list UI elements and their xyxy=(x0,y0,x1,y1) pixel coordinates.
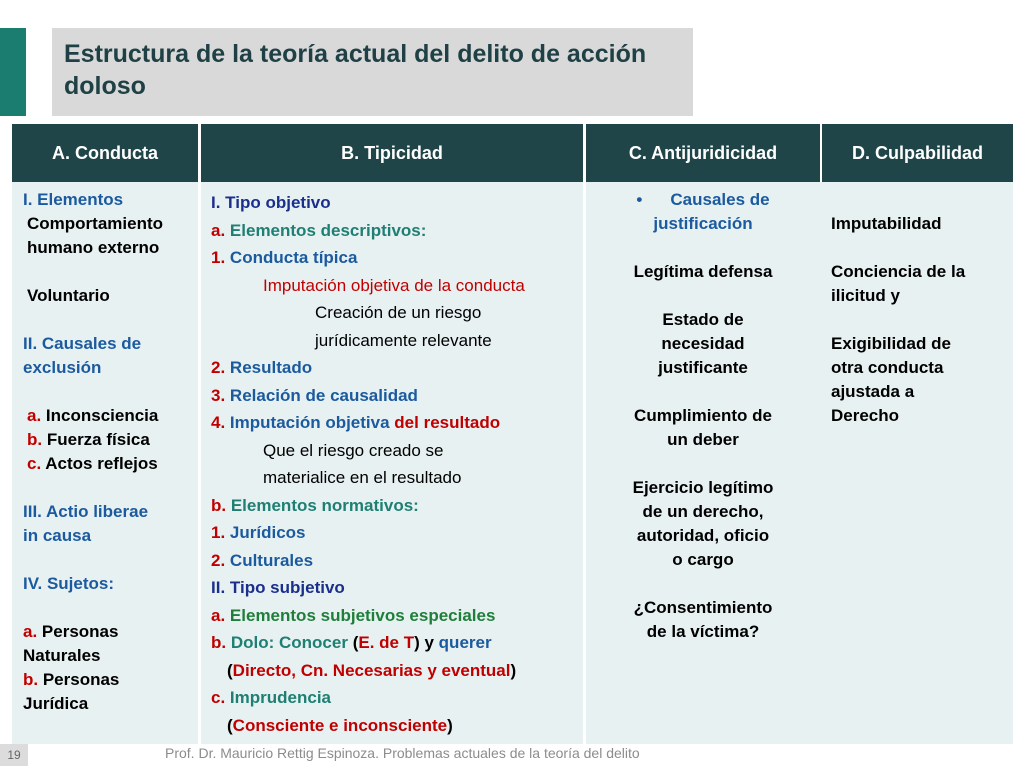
page-number: 19 xyxy=(0,744,28,766)
text-line: Comportamiento xyxy=(27,214,163,233)
text-line: (Consciente e inconsciente) xyxy=(227,715,453,735)
text-line: Causales de xyxy=(670,190,770,209)
text-line: Legítima defensa xyxy=(633,262,773,281)
text-line: justificación xyxy=(653,214,753,233)
text-line: exclusión xyxy=(23,358,102,377)
text-line: IV. Sujetos: xyxy=(23,574,115,593)
header-tipicidad: B. Tipicidad xyxy=(201,124,583,182)
text-line: Jurídica xyxy=(23,694,89,713)
column-culpabilidad xyxy=(820,124,1013,744)
text-line: Imputación objetiva de la conducta xyxy=(263,275,525,295)
text-line: b. Personas xyxy=(23,670,120,689)
text-line: un deber xyxy=(667,430,739,449)
body-culpabilidad xyxy=(820,182,1013,744)
text-line: II. Causales de xyxy=(23,334,142,353)
body-conducta xyxy=(12,182,198,744)
text-line: de un derecho, xyxy=(642,502,764,521)
text-line: I. Tipo objetivo xyxy=(211,193,331,212)
text-line: Ejercicio legítimo xyxy=(632,478,774,497)
header-antijuridicidad: C. Antijuridicidad xyxy=(586,124,820,182)
text-line: I. Elementos xyxy=(23,190,124,209)
text-line: ¿Consentimiento xyxy=(633,598,773,617)
footer-text: Prof. Dr. Mauricio Rettig Espinoza. Problemas actuales de la teoría del delito xyxy=(165,745,640,761)
text-line: Imputabilidad xyxy=(831,214,942,233)
text-line: Conciencia de la xyxy=(831,262,966,281)
text-line: 4. Imputación objetiva del resultado xyxy=(211,413,501,432)
slide-title: Estructura de la teoría actual del delito de acción doloso xyxy=(64,40,647,100)
text-line: Cumplimiento de xyxy=(634,406,772,425)
bullet-item xyxy=(592,188,814,212)
text-line: materialice en el resultado xyxy=(263,468,462,487)
header-culpabilidad: D. Culpabilidad xyxy=(820,124,1013,182)
text-line: Estado de xyxy=(662,310,744,329)
text-line: b. Dolo: Conocer (E. de T) y querer xyxy=(211,633,492,652)
text-line: Que el riesgo creado se xyxy=(263,440,444,460)
bullet-icon: • xyxy=(636,190,643,209)
text-line: b. Elementos normativos: xyxy=(211,495,419,515)
text-line: a. Inconsciencia xyxy=(27,406,159,425)
text-line: Derecho xyxy=(831,406,900,425)
header-conducta: A. Conducta xyxy=(12,124,198,182)
text-line: justificante xyxy=(658,358,748,377)
text-line: Naturales xyxy=(23,646,101,665)
text-line: o cargo xyxy=(672,550,734,569)
text-line: c. Actos reflejos xyxy=(27,454,158,473)
text-line: b. Fuerza física xyxy=(27,430,150,449)
text-line: ilicitud y xyxy=(831,286,900,305)
text-line: II. Tipo subjetivo xyxy=(211,578,345,597)
text-line: III. Actio liberae xyxy=(23,502,149,521)
text-line: 1. Jurídicos xyxy=(211,523,306,542)
text-line: de la víctima? xyxy=(646,622,760,641)
text-line: a. Personas xyxy=(23,622,119,641)
text-line: a. Elementos descriptivos: xyxy=(211,220,427,240)
text-line: in causa xyxy=(23,526,92,545)
text-line: 2. Resultado xyxy=(211,358,313,377)
text-line: (Directo, Cn. Necesarias y eventual) xyxy=(227,660,517,680)
text-line: autoridad, oficio xyxy=(636,526,770,545)
text-line: 1. Conducta típica xyxy=(211,248,358,267)
theory-table xyxy=(12,124,1013,744)
text-line: ajustada a xyxy=(831,382,915,401)
text-line: a. Elementos subjetivos especiales xyxy=(211,605,496,625)
text-line: Creación de un riesgo xyxy=(315,303,482,322)
column-antijuridicidad xyxy=(586,124,820,744)
text-line: 2. Culturales xyxy=(211,550,314,570)
text-line: 3. Relación de causalidad xyxy=(211,385,418,405)
text-line: c. Imprudencia xyxy=(211,688,332,707)
text-line: jurídicamente relevante xyxy=(315,330,492,350)
column-conducta xyxy=(12,124,198,744)
body-antijuridicidad xyxy=(586,182,820,744)
column-tipicidad xyxy=(201,124,583,744)
text-line: Exigibilidad de xyxy=(831,334,951,353)
accent-bar xyxy=(0,28,26,116)
text-line: necesidad xyxy=(661,334,745,353)
text-line: otra conducta xyxy=(831,358,944,377)
text-line: Voluntario xyxy=(27,286,110,305)
title-box xyxy=(52,28,693,116)
text-line: humano externo xyxy=(27,238,160,257)
body-tipicidad xyxy=(201,182,583,744)
